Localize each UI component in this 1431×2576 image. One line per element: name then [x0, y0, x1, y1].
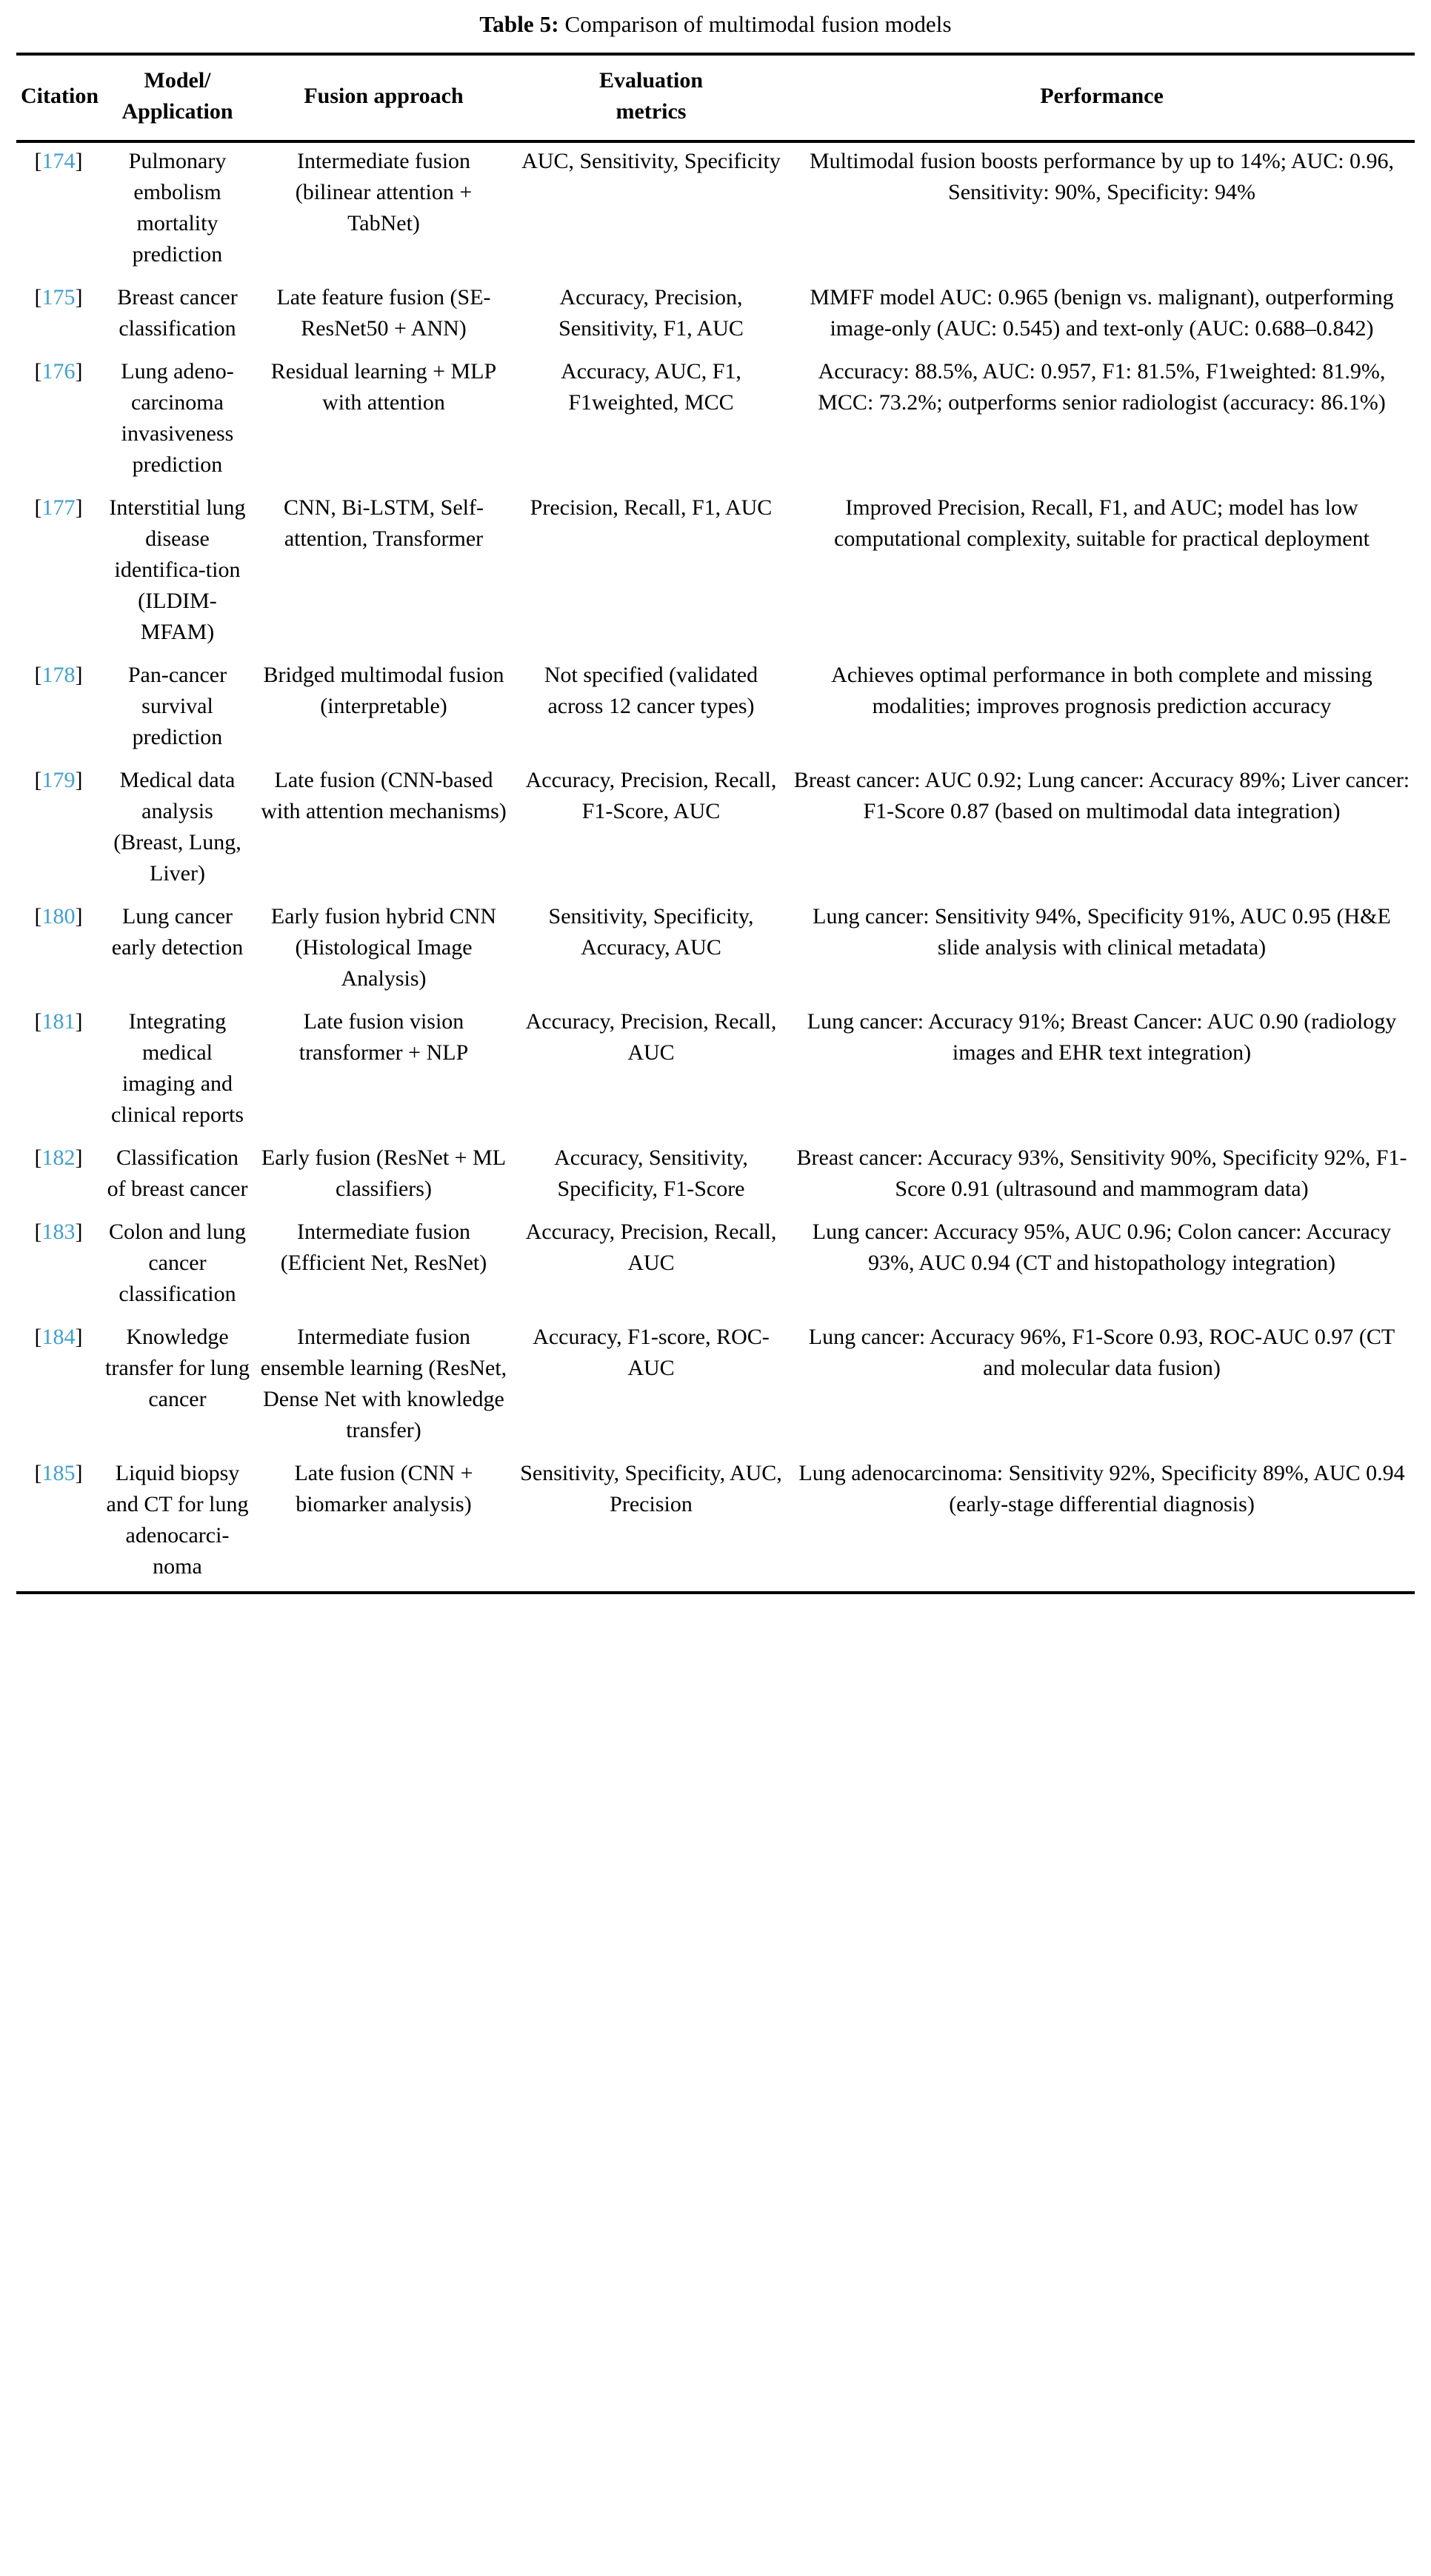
- fusion-approach-cell: [254, 898, 513, 1003]
- performance-cell-text: Accuracy: 88.5%, AUC: 0.957, F1: 81.5%, F1weighted: 81.9%, MCC: 73.2%; outperforms senior radiologist (accuracy: 86.1%): [818, 358, 1386, 415]
- performance-cell-text: Lung cancer: Sensitivity 94%, Specificity 91%, AUC 0.95 (H&E slide analysis with clinical metadata): [813, 903, 1391, 960]
- evaluation-metrics-cell: [513, 762, 789, 898]
- fusion-approach-cell-text: Early fusion (ResNet + ML classifiers): [261, 1145, 507, 1201]
- performance-cell: [789, 1140, 1415, 1214]
- performance-cell-text: Improved Precision, Recall, F1, and AUC; model has low computational complexity, suitable for practical deployment: [834, 495, 1370, 551]
- citation-cell: [16, 141, 101, 279]
- fusion-approach-cell: [254, 279, 513, 353]
- model-cell: [101, 898, 254, 1003]
- column-header-metrics: Evaluation metrics: [598, 67, 704, 124]
- citation-bracket-close: ]: [75, 1324, 83, 1349]
- performance-cell-text: Achieves optimal performance in both complete and missing modalities; improves prognosis prediction accuracy: [831, 662, 1372, 718]
- model-cell-text: Colon and lung cancer classification: [109, 1219, 246, 1306]
- table-row: [16, 1455, 1415, 1593]
- model-cell: [101, 1214, 254, 1319]
- citation-link[interactable]: 185: [41, 1460, 76, 1485]
- table-row: [16, 1140, 1415, 1214]
- performance-cell-text: Lung cancer: Accuracy 96%, F1-Score 0.93, ROC-AUC 0.97 (CT and molecular data fusion): [808, 1324, 1395, 1380]
- performance-cell: [789, 898, 1415, 1003]
- citation-cell: [16, 489, 101, 657]
- citation-cell: [16, 1455, 101, 1593]
- performance-cell: [789, 279, 1415, 353]
- citation-bracket-close: ]: [75, 148, 83, 173]
- citation-link[interactable]: 183: [41, 1219, 76, 1244]
- evaluation-metrics-cell: [513, 489, 789, 657]
- model-cell-text: Classification of breast cancer: [107, 1145, 248, 1201]
- citation-bracket-open: [: [34, 1460, 42, 1485]
- evaluation-metrics-cell-text: Accuracy, Precision, Sensitivity, F1, AUC: [558, 284, 744, 341]
- column-header-citation: Citation: [21, 84, 99, 109]
- performance-cell: [789, 141, 1415, 279]
- fusion-approach-cell-text: Early fusion hybrid CNN (Histological Image Analysis): [270, 903, 497, 991]
- fusion-approach-cell-text: Late fusion (CNN + biomarker analysis): [294, 1460, 473, 1516]
- fusion-approach-cell: [254, 1214, 513, 1319]
- table-row: [16, 141, 1415, 279]
- evaluation-metrics-cell-text: Accuracy, F1-score, ROC-AUC: [533, 1324, 770, 1380]
- fusion-approach-cell-text: Late fusion vision transformer + NLP: [298, 1008, 469, 1065]
- evaluation-metrics-cell-text: Accuracy, Precision, Recall, AUC: [525, 1219, 777, 1275]
- evaluation-metrics-cell: [513, 141, 789, 279]
- citation-cell: [16, 1214, 101, 1319]
- model-cell: [101, 279, 254, 353]
- model-cell-text: Knowledge transfer for lung cancer: [105, 1324, 250, 1411]
- fusion-approach-cell-text: Intermediate fusion (bilinear attention + TabNet): [295, 148, 473, 235]
- model-cell: [101, 141, 254, 279]
- fusion-approach-cell: [254, 762, 513, 898]
- model-cell: [101, 353, 254, 489]
- evaluation-metrics-cell: [513, 657, 789, 762]
- table-row: [16, 1214, 1415, 1319]
- citation-link[interactable]: 177: [41, 495, 76, 520]
- citation-bracket-close: ]: [75, 1008, 83, 1034]
- citation-cell: [16, 657, 101, 762]
- citation-bracket-open: [: [34, 662, 42, 687]
- citation-bracket-close: ]: [75, 1460, 83, 1485]
- citation-cell: [16, 1003, 101, 1140]
- fusion-approach-cell-text: CNN, Bi-LSTM, Self-attention, Transformer: [284, 495, 484, 551]
- performance-cell-text: Breast cancer: AUC 0.92; Lung cancer: Accuracy 89%; Liver cancer: F1-Score 0.87 (based on multimodal data integration): [793, 767, 1410, 823]
- evaluation-metrics-cell: [513, 1319, 789, 1455]
- model-cell-text: Pulmonary embolism mortality prediction: [128, 148, 227, 267]
- performance-cell-text: MMFF model AUC: 0.965 (benign vs. malignant), outperforming image-only (AUC: 0.545) and text-only (AUC: 0.688–0.842): [810, 284, 1394, 341]
- performance-cell: [789, 1319, 1415, 1455]
- model-cell-text: Lung cancer early detection: [111, 903, 244, 960]
- comparison-table: [16, 53, 1415, 1594]
- fusion-approach-cell: [254, 657, 513, 762]
- table-row: [16, 353, 1415, 489]
- performance-cell: [789, 762, 1415, 898]
- model-cell-text: Pan-cancer survival prediction: [127, 662, 227, 749]
- table-row: [16, 762, 1415, 898]
- evaluation-metrics-cell-text: Sensitivity, Specificity, Accuracy, AUC: [548, 903, 754, 960]
- table-body: [16, 141, 1415, 1593]
- citation-bracket-close: ]: [75, 1219, 83, 1244]
- citation-bracket-close: ]: [75, 662, 83, 687]
- citation-link[interactable]: 180: [41, 903, 76, 929]
- performance-cell: [789, 489, 1415, 657]
- performance-cell: [789, 1455, 1415, 1593]
- table-header-row: [16, 54, 1415, 141]
- table-row: [16, 489, 1415, 657]
- table-caption: [16, 0, 1415, 53]
- fusion-approach-cell-text: Late fusion (CNN-based with attention mechanisms): [261, 767, 507, 823]
- citation-link[interactable]: 184: [41, 1324, 76, 1349]
- table-row: [16, 657, 1415, 762]
- citation-link[interactable]: 176: [41, 358, 76, 384]
- table-row: [16, 898, 1415, 1003]
- table-caption-text: Comparison of multimodal fusion models: [558, 11, 952, 37]
- table-row: [16, 1319, 1415, 1455]
- fusion-approach-cell: [254, 1455, 513, 1593]
- model-cell: [101, 1003, 254, 1140]
- performance-cell: [789, 1214, 1415, 1319]
- column-header-performance: Performance: [1040, 84, 1164, 109]
- citation-link[interactable]: 179: [41, 767, 76, 792]
- evaluation-metrics-cell: [513, 1003, 789, 1140]
- fusion-approach-cell: [254, 489, 513, 657]
- citation-bracket-open: [: [34, 148, 42, 173]
- evaluation-metrics-cell-text: AUC, Sensitivity, Specificity: [521, 148, 781, 173]
- fusion-approach-cell-text: Residual learning + MLP with attention: [270, 358, 497, 415]
- citation-cell: [16, 898, 101, 1003]
- citation-cell: [16, 762, 101, 898]
- citation-bracket-close: ]: [75, 1145, 83, 1170]
- citation-bracket-open: [: [34, 495, 42, 520]
- table-head: [16, 54, 1415, 141]
- model-cell: [101, 762, 254, 898]
- model-cell-text: Interstitial lung disease identifica-tion (ILDIM-MFAM): [109, 495, 246, 644]
- table-caption-label: Table 5:: [479, 11, 559, 37]
- model-cell: [101, 1455, 254, 1593]
- citation-bracket-close: ]: [75, 284, 83, 310]
- citation-cell: [16, 1140, 101, 1214]
- citation-bracket-close: ]: [75, 767, 83, 792]
- citation-bracket-open: [: [34, 903, 42, 929]
- evaluation-metrics-cell-text: Accuracy, Precision, Recall, F1-Score, AUC: [525, 767, 777, 823]
- fusion-approach-cell: [254, 141, 513, 279]
- citation-link[interactable]: 178: [41, 662, 76, 687]
- performance-cell: [789, 1003, 1415, 1140]
- evaluation-metrics-cell-text: Accuracy, AUC, F1, F1weighted, MCC: [561, 358, 741, 415]
- performance-cell-text: Lung cancer: Accuracy 91%; Breast Cancer: AUC 0.90 (radiology images and EHR text integration): [807, 1008, 1397, 1065]
- column-header-fusion: Fusion approach: [304, 84, 464, 109]
- performance-cell-text: Multimodal fusion boosts performance by up to 14%; AUC: 0.96, Sensitivity: 90%, Specificity: 94%: [809, 148, 1395, 204]
- citation-bracket-open: [: [34, 767, 42, 792]
- fusion-approach-cell: [254, 1319, 513, 1455]
- citation-link[interactable]: 182: [41, 1145, 76, 1170]
- evaluation-metrics-cell-text: Sensitivity, Specificity, AUC, Precision: [520, 1460, 782, 1516]
- citation-cell: [16, 1319, 101, 1455]
- citation-bracket-open: [: [34, 358, 42, 384]
- table-row: [16, 1003, 1415, 1140]
- citation-bracket-close: ]: [75, 495, 83, 520]
- model-cell-text: Breast cancer classification: [117, 284, 238, 341]
- evaluation-metrics-cell-text: Accuracy, Precision, Recall, AUC: [525, 1008, 777, 1065]
- fusion-approach-cell: [254, 353, 513, 489]
- fusion-approach-cell-text: Bridged multimodal fusion (interpretable): [263, 662, 504, 718]
- evaluation-metrics-cell-text: Accuracy, Sensitivity, Specificity, F1-Score: [554, 1145, 748, 1201]
- model-cell-text: Integrating medical imaging and clinical reports: [110, 1008, 244, 1127]
- citation-bracket-close: ]: [75, 358, 83, 384]
- evaluation-metrics-cell: [513, 353, 789, 489]
- citation-bracket-close: ]: [75, 903, 83, 929]
- performance-cell: [789, 353, 1415, 489]
- fusion-approach-cell-text: Late feature fusion (SE-ResNet50 + ANN): [276, 284, 491, 341]
- model-cell: [101, 1140, 254, 1214]
- citation-cell: [16, 353, 101, 489]
- performance-cell-text: Lung cancer: Accuracy 95%, AUC 0.96; Colon cancer: Accuracy 93%, AUC 0.94 (CT and histopathology integration): [812, 1219, 1392, 1275]
- fusion-approach-cell-text: Intermediate fusion (Efficient Net, ResNet): [280, 1219, 487, 1275]
- evaluation-metrics-cell: [513, 898, 789, 1003]
- evaluation-metrics-cell: [513, 1455, 789, 1593]
- citation-link[interactable]: 175: [41, 284, 76, 310]
- model-cell: [101, 1319, 254, 1455]
- evaluation-metrics-cell: [513, 1140, 789, 1214]
- column-header-model: Model/ Application: [121, 67, 233, 124]
- citation-link[interactable]: 181: [41, 1008, 76, 1034]
- table-row: [16, 279, 1415, 353]
- citation-bracket-open: [: [34, 284, 42, 310]
- evaluation-metrics-cell-text: Precision, Recall, F1, AUC: [530, 495, 773, 520]
- fusion-approach-cell-text: Intermediate fusion ensemble learning (ResNet, Dense Net with knowledge transfer): [260, 1324, 507, 1442]
- model-cell-text: Liquid biopsy and CT for lung adenocarci-noma: [106, 1460, 249, 1579]
- model-cell: [101, 489, 254, 657]
- performance-cell-text: Breast cancer: Accuracy 93%, Sensitivity 90%, Specificity 92%, F1-Score 0.91 (ultrasound and mammogram data): [796, 1145, 1407, 1201]
- citation-bracket-open: [: [34, 1008, 42, 1034]
- citation-bracket-open: [: [34, 1219, 42, 1244]
- citation-bracket-open: [: [34, 1324, 42, 1349]
- citation-cell: [16, 279, 101, 353]
- evaluation-metrics-cell-text: Not specified (validated across 12 cancer types): [544, 662, 758, 718]
- fusion-approach-cell: [254, 1140, 513, 1214]
- model-cell-text: Medical data analysis (Breast, Lung, Liver): [113, 767, 241, 886]
- citation-bracket-open: [: [34, 1145, 42, 1170]
- citation-link[interactable]: 174: [41, 148, 76, 173]
- model-cell: [101, 657, 254, 762]
- model-cell-text: Lung adeno-carcinoma invasiveness prediction: [121, 358, 234, 477]
- evaluation-metrics-cell: [513, 1214, 789, 1319]
- performance-cell-text: Lung adenocarcinoma: Sensitivity 92%, Specificity 89%, AUC 0.94 (early-stage differential diagnosis): [798, 1460, 1405, 1516]
- fusion-approach-cell: [254, 1003, 513, 1140]
- performance-cell: [789, 657, 1415, 762]
- evaluation-metrics-cell: [513, 279, 789, 353]
